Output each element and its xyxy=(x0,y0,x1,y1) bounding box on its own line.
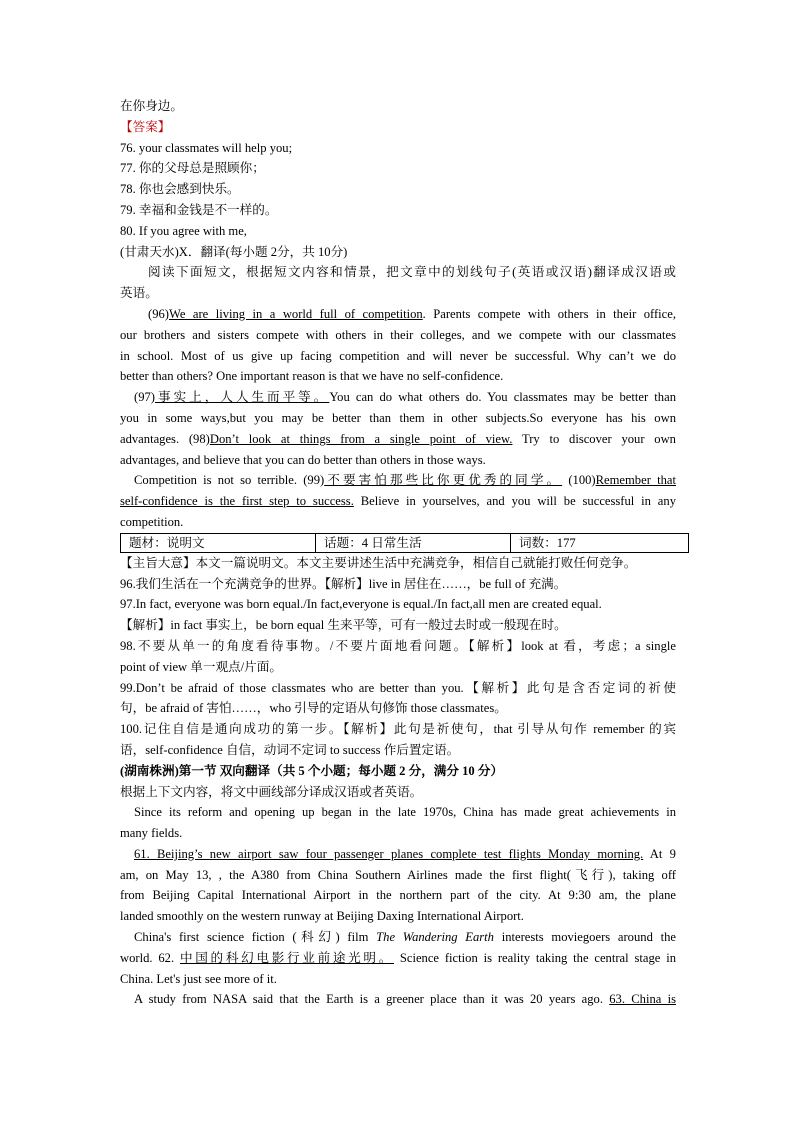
meta-theme: 话题：4 日常生活 xyxy=(316,533,511,552)
passage-text: advantages. (98) xyxy=(120,431,210,446)
passage-text: China's first science fiction (科幻) film xyxy=(134,930,377,945)
instruction-text: 根据上下文内容，将文中画线部分译成汉语或者英语。 xyxy=(120,784,423,799)
underlined-sentence: 中国的科幻电影行业前途光明。 xyxy=(179,950,395,965)
passage-text: Try to discover your own xyxy=(512,431,676,446)
passage-line: advantages, and believe that you can do better than others in those ways. xyxy=(120,452,486,467)
passage-text: interests moviegoers around the xyxy=(493,930,676,945)
passage-text: You can do what others do. You classmates may be better than xyxy=(329,390,676,405)
passage-text: . Parents compete with others in their office, xyxy=(422,306,676,321)
meta-table xyxy=(120,533,689,553)
passage-line: our brothers and sisters compete with others in their colleges, and we compete with our classmates xyxy=(120,327,676,342)
underlined-sentence: 63. China is xyxy=(609,992,676,1007)
passage-line xyxy=(120,470,676,491)
document-page xyxy=(120,96,676,1010)
section-heading: (湖南株洲)第一节 双向翻译（共 5 个小题；每小题 2 分，满分 10 分） xyxy=(120,763,504,778)
passage-line: Since its reform and opening up began in the late 1970s, China has made great achievements in xyxy=(134,805,676,820)
passage-text: Competition is not so terrible. (99) xyxy=(134,473,325,488)
analysis-line: 句，be afraid of 害怕……，who 引导的定语从句修饰 those classmates。 xyxy=(120,701,507,716)
instruction-text: 阅读下面短文，根据短文内容和情景，把文章中的划线句子(英语或汉语)翻译成汉语或 xyxy=(148,265,676,280)
passage-line xyxy=(120,948,676,969)
analysis-line: 98.不要从单一的角度看待事物。/不要片面地看问题。【解析】look at 看，考虑；a single xyxy=(120,638,676,653)
question-number: (100) xyxy=(562,473,596,488)
passage-line: in school. Most of us give up facing competition and will never be successful. Why can’t we do xyxy=(120,348,676,363)
analysis-line: 100.记住自信是通向成功的第一步。【解析】此句是祈使句，that 引导从句作 remember 的宾 xyxy=(120,722,676,737)
passage-line: landed smoothly on the western runway at Beijing Daxing International Airport. xyxy=(120,909,524,924)
answer-item: 78. 你也会感到快乐。 xyxy=(120,182,240,197)
passage-line: better than others? One important reason is that we have no self-confidence. xyxy=(120,369,504,384)
passage-text: Believe in yourselves, and you will be successful in any xyxy=(353,494,676,509)
analysis-line: 97.In fact, everyone was born equal./In fact,everyone is equal./In fact,all men are created equal. xyxy=(120,597,602,612)
passage-line: competition. xyxy=(120,514,184,529)
analysis-line: 语，self-confidence 自信，动词不定词 to success 作后置定语。 xyxy=(120,742,460,757)
answer-item: 76. your classmates will help you; xyxy=(120,140,293,155)
analysis-line: point of view 单一观点/片面。 xyxy=(120,659,282,674)
question-number: (96) xyxy=(148,306,169,321)
passage-line xyxy=(120,429,676,450)
passage-line xyxy=(120,844,676,865)
passage-line: many fields. xyxy=(120,826,183,841)
passage-text: Science fiction is reality taking the central stage in xyxy=(394,950,676,965)
answer-item: 80. If you agree with me, xyxy=(120,223,247,238)
question-number: (97) xyxy=(134,390,155,405)
underlined-sentence: 事实上，人人生而平等。 xyxy=(154,390,330,405)
answer-heading: 【答案】 xyxy=(120,119,171,134)
summary-line: 【主旨大意】本文一篇说明文。本文主要讲述生活中充满竞争，相信自己就能打败任何竞争。 xyxy=(120,555,637,570)
underlined-sentence: 不要害怕那些比你更优秀的同学。 xyxy=(324,473,563,488)
passage-line xyxy=(120,989,676,1010)
text-line: 在你身边。 xyxy=(120,99,183,113)
section-heading: (甘肃天水)X．翻译(每小题 2分，共 10分) xyxy=(120,244,348,259)
underlined-sentence: self-confidence is the first step to success. xyxy=(120,494,354,509)
underlined-sentence: We are living in a world full of competition xyxy=(168,306,423,321)
passage-text: A study from NASA said that the Earth is a greener place than it was 20 years ago. xyxy=(134,992,610,1007)
passage-line xyxy=(120,304,676,325)
underlined-sentence: 61. Beijing’s new airport saw four passenger planes complete test flights Monday morning. xyxy=(134,846,644,861)
analysis-line: 99.Don’t be afraid of those classmates who are better than you.【解析】此句是含否定词的祈使 xyxy=(120,680,676,695)
answer-item: 79. 幸福和金钱是不一样的。 xyxy=(120,202,278,217)
answer-item: 77. 你的父母总是照顾你； xyxy=(120,161,265,176)
passage-line xyxy=(120,387,676,408)
passage-line: China. Let's just see more of it. xyxy=(120,971,277,986)
instruction-text: 英语。 xyxy=(120,286,158,301)
passage-line: from Beijing Capital International Airport in the northern part of the city. At 9:30 am, the plane xyxy=(120,888,676,903)
meta-word-count: 词数：177 xyxy=(511,533,689,552)
film-title: The Wandering Earth xyxy=(376,930,494,945)
underlined-sentence: Don’t look at things from a single point of view. xyxy=(209,431,513,446)
meta-topic: 题材：说明文 xyxy=(121,533,316,552)
passage-line: you in some ways,but you may be better than them in other subjects.So everyone has his own xyxy=(120,410,676,425)
analysis-line: 【解析】in fact 事实上，be born equal 生来平等，可有一般过去时或一般现在时。 xyxy=(120,618,567,633)
passage-line xyxy=(120,927,676,948)
analysis-line: 96.我们生活在一个充满竞争的世界。【解析】live in 居住在……，be full of 充满。 xyxy=(120,576,567,591)
passage-text: world. 62. xyxy=(120,950,180,965)
passage-line: am, on May 13, , the A380 from China Southern Airlines made the first flight(飞行), taking off xyxy=(120,867,676,882)
passage-line xyxy=(120,491,676,512)
underlined-sentence: Remember that xyxy=(595,473,676,488)
passage-text: At 9 xyxy=(643,846,676,861)
